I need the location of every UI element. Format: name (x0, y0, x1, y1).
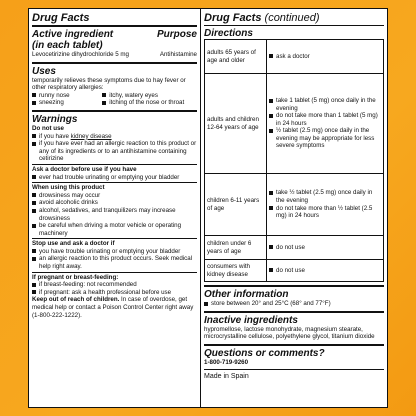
dosage-cell (267, 40, 384, 74)
list-item: avoid alcoholic drinks (32, 199, 197, 207)
list-item: sneezing (32, 99, 102, 107)
dosage-cell (267, 236, 384, 260)
list-item: ever had trouble urinating or emptying your bladder (32, 174, 197, 182)
bullet-square-icon (32, 142, 36, 146)
list-item: ask a doctor (269, 53, 381, 61)
questions-heading: Questions or comments? (204, 347, 325, 359)
bullet-square-icon (204, 302, 208, 306)
table-row (205, 260, 384, 282)
uses-heading: Uses (32, 65, 56, 77)
list-item: store between 20° and 25°C (68° and 77°F) (204, 300, 384, 308)
age-group: consumers with kidney disease (205, 260, 267, 282)
drug-facts-left-column (29, 9, 201, 407)
age-group: children under 6 years of age (205, 236, 267, 260)
ingredient-purpose: Antihistamine (159, 51, 197, 58)
list-item: alcohol, sedatives, and tranquilizers may increase drowsiness (32, 207, 197, 222)
pregnant-heading: If pregnant or breast-feeding: (32, 273, 119, 281)
table-row (205, 236, 384, 260)
bullet-square-icon (32, 93, 36, 97)
when-using-heading: When using this product (32, 184, 105, 192)
bullet-square-icon (269, 114, 273, 118)
divider (32, 182, 197, 183)
bullet-square-icon (32, 249, 36, 253)
directions-table (204, 39, 384, 282)
list-item: drowsiness may occur (32, 192, 197, 200)
bullet-square-icon (102, 101, 106, 105)
bullet-square-icon (32, 193, 36, 197)
inactive-ingredients-section (204, 311, 384, 344)
list-item: do not take more than 1 tablet (5 mg) in 24 hours (269, 112, 381, 127)
list-item: take 1 tablet (5 mg) once daily in the evening (269, 97, 381, 112)
divider (32, 238, 197, 239)
active-ingredient-heading: Active ingredient (32, 29, 114, 40)
bullet-square-icon (32, 101, 36, 105)
bullet-square-icon (269, 268, 273, 272)
list-item: if breast-feeding: not recommended (32, 281, 197, 289)
questions-section (204, 344, 384, 370)
list-item: do not use (269, 244, 381, 252)
active-ingredient-subheading: (in each tablet) (32, 40, 103, 51)
list-item: do not take more than ½ tablet (2.5 mg) in 24 hours (269, 205, 381, 220)
bullet-square-icon (32, 290, 36, 294)
divider (32, 272, 197, 273)
inactive-ingredients-text: hypromellose, lactose monohydrate, magnesium stearate, microcrystalline cellulose, polyethylene glycol, titanium dioxide (204, 325, 375, 341)
list-item: runny nose (32, 92, 102, 100)
age-group: children 6-11 years of age (205, 174, 267, 236)
ingredient-name: Levocetirizine dihydrochloride 5 mg (32, 51, 129, 58)
purpose-heading: Purpose (156, 29, 197, 40)
bullet-square-icon (32, 257, 36, 261)
phone-number: 1-800-719-9260 (204, 358, 249, 366)
list-item: ½ tablet (2.5 mg) once daily in the evening may be appropriate for less severe symptoms (269, 127, 381, 150)
uses-list (32, 92, 197, 107)
list-item: itchy, watery eyes (102, 92, 197, 100)
drug-facts-continued-title: Drug Facts (continued) (204, 12, 320, 24)
inactive-ingredients-heading: Inactive ingredients (204, 314, 298, 326)
table-row (205, 40, 384, 74)
bullet-square-icon (269, 206, 273, 210)
keep-out-of-reach: Keep out of reach of children. In case of overdose, get medical help or contact a Poison Control Center right away (1-800-222-1222). (32, 296, 194, 319)
bullet-square-icon (32, 134, 36, 138)
bullet-square-icon (32, 283, 36, 287)
warnings-section (32, 110, 197, 322)
dosage-cell (267, 74, 384, 174)
ask-doctor-heading: Ask a doctor before use if you have (32, 165, 137, 173)
drug-facts-panel (28, 8, 388, 408)
bullet-square-icon (269, 191, 273, 195)
made-in-section (204, 369, 384, 384)
other-information-heading: Other information (204, 289, 289, 300)
warnings-heading: Warnings (32, 113, 78, 125)
list-item: itching of the nose or throat (102, 99, 197, 107)
age-group: adults 65 years of age and older (205, 40, 267, 74)
drug-facts-title: Drug Facts (32, 12, 90, 24)
active-ingredient-section (32, 25, 197, 62)
uses-section (32, 62, 197, 110)
directions-section (204, 25, 384, 285)
list-item: be careful when driving a motor vehicle or operating machinery (32, 222, 197, 237)
other-information-section (204, 285, 384, 311)
dosage-cell (267, 174, 384, 236)
list-item: if pregnant: ask a health professional before use (32, 289, 197, 297)
bullet-square-icon (102, 93, 106, 97)
kidney-disease-term: kidney disease (70, 132, 112, 140)
directions-heading: Directions (204, 28, 253, 39)
bullet-square-icon (269, 99, 273, 103)
bullet-square-icon (269, 129, 273, 133)
table-row (205, 74, 384, 174)
bullet-square-icon (32, 224, 36, 228)
drug-facts-right-column (201, 9, 387, 407)
do-not-use-heading: Do not use (32, 124, 64, 132)
bullet-square-icon (32, 209, 36, 213)
made-in-text: Made in Spain (204, 373, 249, 381)
ingredient-row (32, 51, 197, 59)
list-item: take ½ tablet (2.5 mg) once daily in the evening (269, 189, 381, 204)
table-row (205, 174, 384, 236)
bullet-square-icon (32, 201, 36, 205)
list-item: do not use (269, 267, 381, 275)
list-item: if you have kidney disease (32, 133, 197, 141)
age-group: adults and children 12-64 years of age (205, 74, 267, 174)
dosage-cell (267, 260, 384, 282)
list-item: if you have ever had an allergic reaction to this product or any of its ingredients or to an antihistamine containing cetirizine (32, 140, 197, 163)
bullet-square-icon (32, 175, 36, 179)
uses-intro: temporarily relieves these symptoms due to hay fever or other respiratory allergies: (32, 76, 186, 92)
bullet-square-icon (269, 245, 273, 249)
divider (32, 164, 197, 165)
bullet-square-icon (269, 54, 273, 58)
list-item: an allergic reaction to this product occurs. Seek medical help right away. (32, 255, 197, 270)
stop-use-heading: Stop use and ask a doctor if (32, 240, 115, 248)
list-item: you have trouble urinating or emptying your bladder (32, 248, 197, 256)
